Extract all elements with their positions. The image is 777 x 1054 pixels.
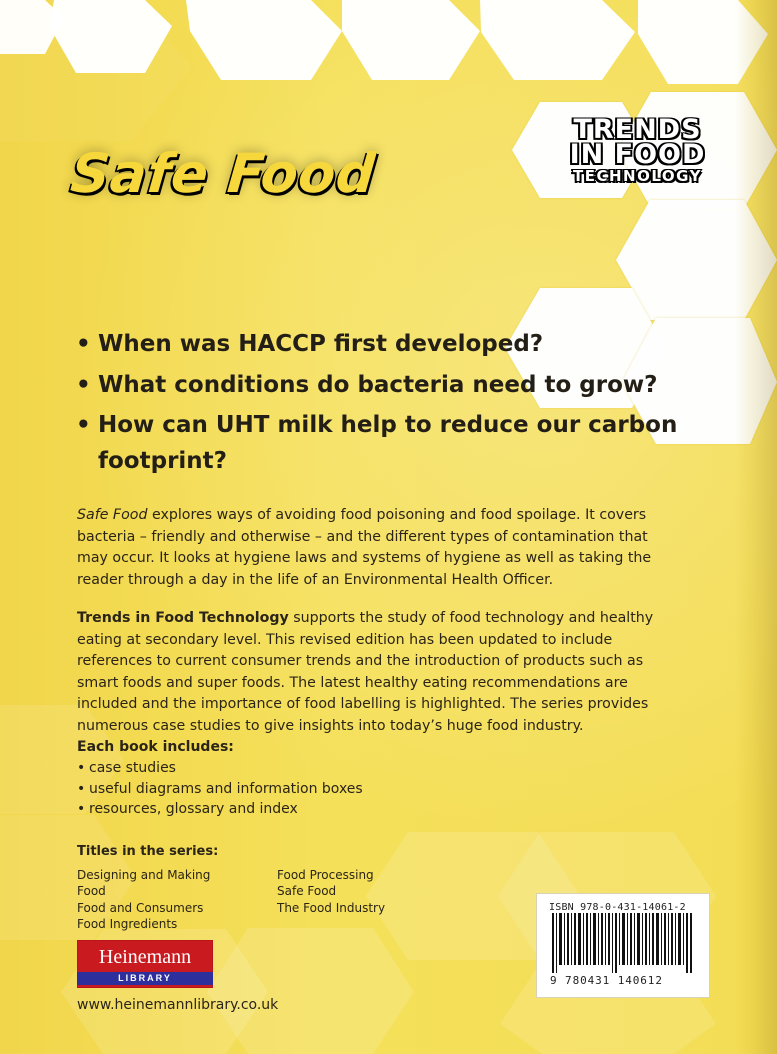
description-text: explores ways of avoiding food poisoning and food spoilage. It covers bacteria – friendly and otherwise – and the different types of contamination that may occur. It looks at hygiene laws and systems of hygiene as well as taking the reader through a day in the life of an Environmental Health Officer. (77, 507, 652, 588)
isbn-label: ISBN 978-0-431-14061-2 (549, 902, 686, 913)
publisher-logo (77, 940, 213, 988)
question-item: • How can UHT milk help to reduce our carbon footprint? (76, 408, 686, 479)
barcode-bar (559, 913, 562, 965)
barcode-bar (637, 913, 640, 965)
series-logo-line-1: TRENDS (573, 114, 702, 145)
barcode-bar (571, 913, 572, 965)
series-logo-line-2: IN FOOD (569, 138, 706, 170)
series-logo (555, 114, 720, 185)
barcode-bar (678, 913, 681, 965)
series-titles-columns (77, 867, 437, 931)
barcode-bar (552, 913, 554, 973)
book-includes (77, 737, 437, 819)
barcode-bar (649, 913, 650, 965)
includes-item: • resources, glossary and index (77, 799, 437, 819)
barcode-bar (630, 913, 632, 965)
barcode-bar (683, 913, 684, 965)
series-title: The Food Industry (277, 900, 386, 915)
hexagon-shape (186, 0, 342, 80)
barcode-bar (601, 913, 603, 965)
includes-list (77, 758, 437, 819)
barcode-bar (586, 913, 588, 965)
publisher-website: www.heinemannlibrary.co.uk (77, 997, 279, 1013)
barcode-bar (605, 913, 606, 965)
barcode-bar (583, 913, 584, 965)
barcode-bar (574, 913, 576, 965)
book-description (77, 505, 657, 591)
series-title: Safe Food (277, 884, 337, 899)
series-title: Food and Consumers (77, 900, 204, 915)
barcode-bar (615, 913, 617, 973)
barcode-bar (578, 913, 581, 965)
barcode-bar (661, 913, 662, 965)
barcode-bar (608, 913, 610, 965)
book-title: Safe Food (68, 142, 379, 205)
barcode-bar (671, 913, 673, 965)
question-list (76, 327, 686, 485)
barcode-image (552, 913, 692, 973)
barcode-bar (645, 913, 647, 965)
barcode-bar (598, 913, 599, 965)
includes-item: • useful diagrams and information boxes (77, 779, 437, 799)
publisher-subtitle: LIBRARY (77, 972, 213, 985)
series-title: Food Ingredients (77, 916, 178, 931)
barcode-bar (675, 913, 676, 965)
barcode-bar (593, 913, 596, 965)
series-titles-heading: Titles in the series: (77, 844, 219, 859)
barcode-bar (627, 913, 628, 965)
series-titles-right (277, 867, 437, 931)
barcode-bar (664, 913, 666, 965)
includes-heading: Each book includes: (77, 739, 234, 755)
barcode-bar (612, 913, 613, 973)
barcode-bar (556, 913, 557, 973)
series-titles-left (77, 867, 241, 931)
barcode-bar (619, 913, 620, 965)
hexagon-shape (480, 0, 635, 80)
barcode-bar (686, 913, 688, 973)
series-name: Trends in Food Technology (77, 610, 289, 626)
description-lead-title: Safe Food (77, 507, 148, 523)
hexagon-shape (207, 928, 414, 1054)
series-title: Food Processing (277, 868, 374, 883)
barcode-bar (642, 913, 643, 965)
series-description (77, 608, 672, 737)
includes-item: • case studies (77, 758, 437, 778)
barcode-digits: 9 780431 140612 (550, 974, 663, 987)
barcode-bar (590, 913, 591, 965)
barcode-bar (634, 913, 635, 965)
barcode-box (536, 893, 710, 998)
barcode-bar (656, 913, 659, 965)
barcode-bar (567, 913, 569, 965)
series-titles (77, 843, 437, 932)
barcode-bar (564, 913, 565, 965)
series-logo-line-3: TECHNOLOGY (573, 166, 702, 185)
barcode-bar (690, 913, 692, 973)
barcode-bar (668, 913, 669, 965)
hexagon-shape (342, 0, 480, 80)
barcode-bar (652, 913, 654, 965)
barcode-bar (622, 913, 625, 965)
series-title: Designing and Making Food (77, 868, 211, 899)
spine-shadow (735, 0, 777, 1054)
question-item: • When was HACCP first developed? (76, 327, 686, 363)
series-description-text: supports the study of food technology and healthy eating at secondary level. This revised edition has been updated to include references to current consumer trends and the introduction of products such as smart foods and super foods. The latest healthy eating recommendations are included and the importance of food labelling is highlighted. The series provides numerous case studies to give insights into today’s huge food industry. (77, 610, 654, 734)
question-item: • What conditions do bacteria need to grow? (76, 368, 686, 404)
publisher-name: Heinemann (98, 946, 192, 968)
